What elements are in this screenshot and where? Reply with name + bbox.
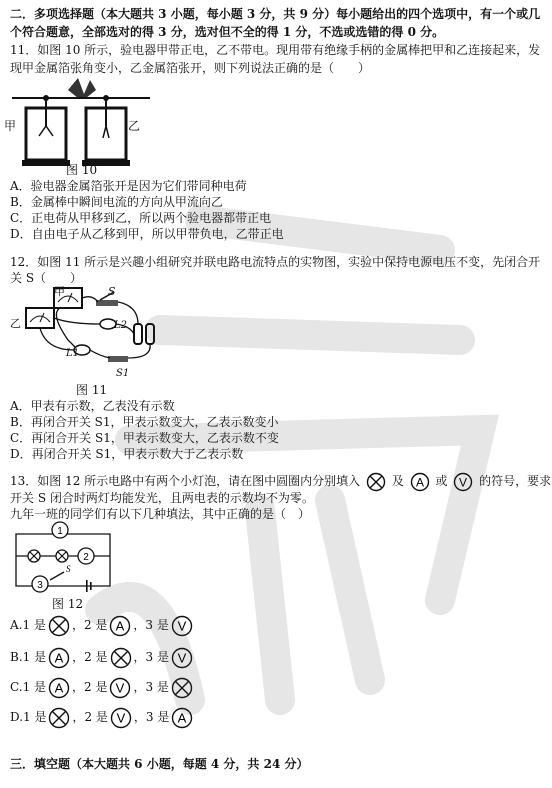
svg-text:A: A [54,650,64,665]
q13-stem-line1: 13．如图 12 所示电路中有两个小灯泡，请在图中圆圈内分别填入 及 A 或 V 的符号，要求 [10,470,551,492]
section2-heading-line2: 个符合题意，全部选对的得 3 分，选对但不全的得 1 分，不选或选错的得 0 分。 [10,25,445,39]
svg-text:A: A [116,618,125,633]
q11-option-d: D．自由电子从乙移到甲，所以甲带负电，乙带正电 [10,227,284,241]
option-a-symbol-2-ammeter-icon [109,615,131,637]
q12-option-d: D．再闭合开关 S1，甲表示数大于乙表示数 [10,447,244,461]
q12-option-c: C．再闭合开关 S1，甲表示数变大，乙表示数不变 [10,431,279,445]
fig10-label-jia: 甲 [4,119,17,133]
q13-stem-line2: 开关 S 闭合时两灯均能发光，且两电表的示数均不为零。 [10,491,314,505]
ammeter-symbol-icon [410,472,430,492]
insulating-handle [68,78,96,98]
option-d-symbol-2-voltmeter-icon [110,707,132,729]
fig11-label-yi: 乙 [10,317,21,330]
q11-option-b: B．金属棒中瞬间电流的方向从甲流向乙 [10,195,223,209]
svg-text:V: V [177,618,187,633]
option-b-symbol-3-voltmeter-icon [171,647,193,669]
ammeter-yi [26,308,54,328]
svg-text:1: 1 [57,526,63,537]
svg-text:A: A [415,475,424,489]
svg-text:A: A [178,710,187,725]
figure-12-circuit [10,520,120,596]
svg-text:V: V [116,680,125,695]
electroscope-yi-leaf-left [103,126,106,138]
voltmeter-symbol-icon [453,472,473,492]
option-c-symbol-3-lamp-icon [171,677,193,699]
fig12-caption: 图 12 [52,597,84,611]
fig11-label-s: S [108,285,116,298]
fig11-label-l2: L2 [114,320,128,331]
svg-text:A: A [54,680,64,695]
battery-1 [134,324,142,344]
fig11-label-l1: L1 [66,348,80,359]
option-b-symbol-1-ammeter-icon [48,647,70,669]
fig10-label-yi: 乙 [128,119,141,133]
option-a-symbol-1-lamp-icon [48,615,70,637]
svg-text:S: S [66,564,71,574]
fig11-label-s1: S1 [116,368,130,379]
q12-stem-line2: 关 S（ ） [10,271,83,285]
q11-option-c: C．正电荷从甲移到乙，所以两个验电器都带正电 [10,211,272,225]
electroscope-jia-leaf-left [39,126,46,136]
section2-heading-line1: 二．多项选择题（本大题共 3 小题，每小题 3 分，共 9 分）每小题给出的四个选项中，有一个或几 [10,7,541,21]
option-d-symbol-3-ammeter-icon [171,707,193,729]
option-b-symbol-2-lamp-icon [110,647,132,669]
q11-option-a: A．验电器金属箔张开是因为它们带同种电荷 [10,179,247,193]
electroscope-jia-leaf-right [46,126,53,136]
q12-option-a: A．甲表有示数，乙表没有示数 [10,399,175,413]
q13-option-c: C.1 是 A ，2 是 V ，3 是 [10,674,195,700]
q13-option-d: D.1 是 ，2 是 V ，3 是 A [10,704,195,730]
q13-option-b: B.1 是 A ，2 是 ，3 是 V [10,644,195,670]
option-a-symbol-3-voltmeter-icon [171,615,193,637]
option-c-symbol-2-voltmeter-icon [109,677,131,699]
fig11-caption: 图 11 [76,383,108,397]
fig11-label-jia: 甲 [54,285,65,298]
svg-text:V: V [116,710,126,725]
svg-text:2: 2 [83,552,89,563]
battery-2 [146,324,154,344]
svg-text:V: V [459,475,468,489]
svg-text:V: V [177,650,187,665]
fig10-caption: 图 10 [66,163,98,177]
q11-stem-line2: 现甲金属箔张角变小，乙金属箔张开，则下列说法正确的是（ ） [10,61,371,75]
lamp-symbol-icon [366,472,386,492]
switch-s1 [108,356,128,362]
q13-stem-line3: 九年一班的同学们有以下几种填法，其中正确的是（ ） [10,507,311,521]
electroscope-yi-leaf-right [106,126,109,138]
svg-text:3: 3 [37,580,43,591]
switch-s [96,300,118,306]
q13-option-a: A.1 是 ，2 是 A ，3 是 V [10,612,195,638]
q12-stem-line1: 12．如图 11 所示是兴趣小组研究并联电路电流特点的实物图，实验中保持电源电压不变，先闭合开 [10,255,541,269]
section3-heading: 三．填空题（本大题共 6 小题，每题 4 分，共 24 分） [10,757,309,771]
figure-11-circuit [10,284,170,380]
option-d-symbol-1-lamp-icon [48,707,70,729]
q12-option-b: B．再闭合开关 S1，甲表示数变大，乙表示数变小 [10,415,279,429]
option-c-symbol-1-ammeter-icon [48,677,70,699]
q11-stem-line1: 11．如图 10 所示，验电器甲带正电，乙不带电。现用带有绝缘手柄的金属棒把甲和乙连接起来，发 [10,43,541,57]
